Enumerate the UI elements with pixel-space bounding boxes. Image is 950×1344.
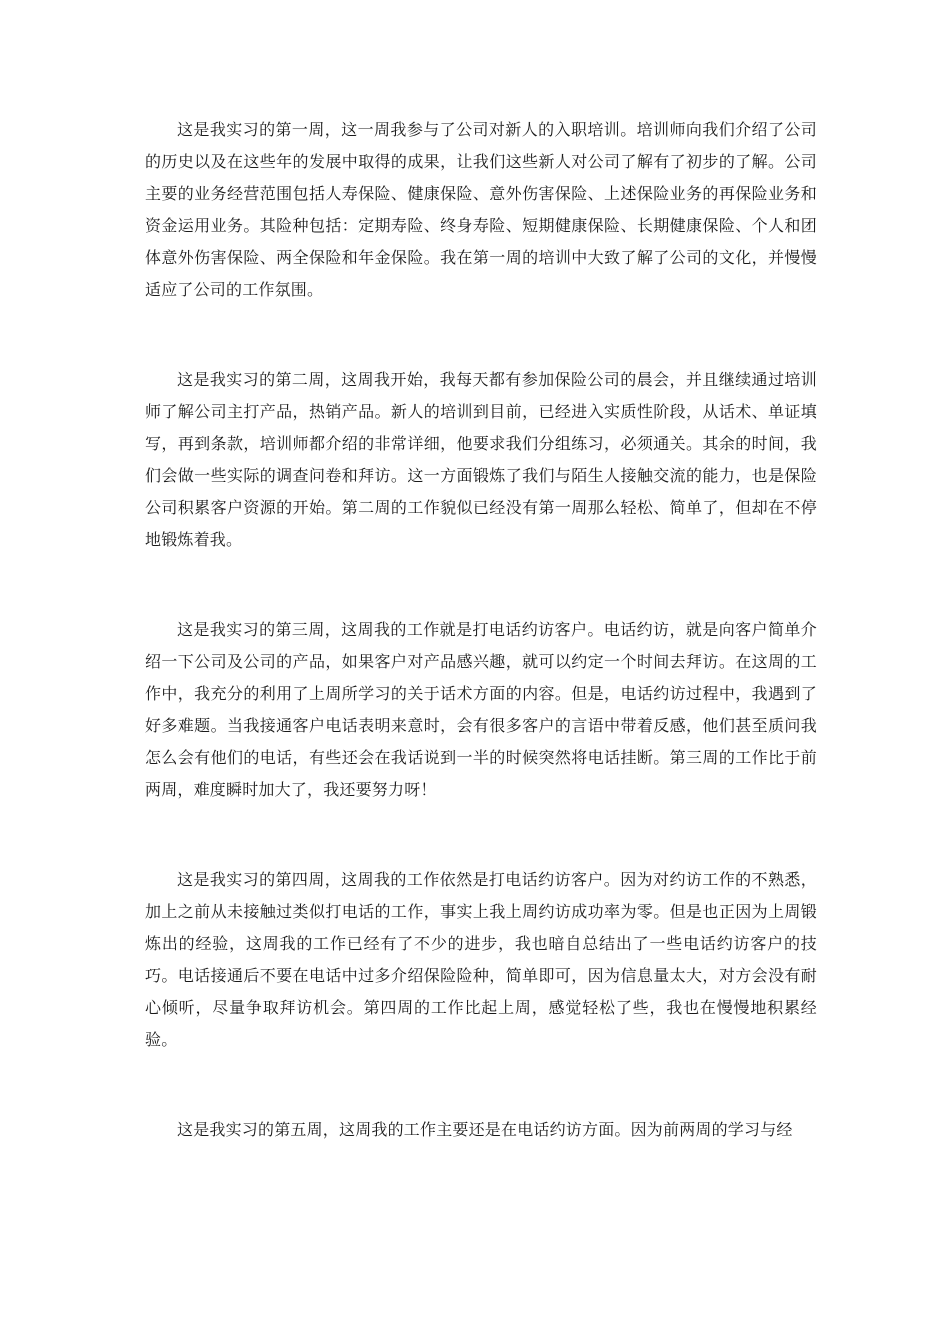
paragraph-week-1: 这是我实习的第一周，这一周我参与了公司对新人的入职培训。培训师向我们介绍了公司的历史以及在这些年的发展中取得的成果，让我们这些新人对公司了解有了初步的了解。公司主要的业务经营范围包括人寿保险、健康保险、意外伤害保险、上述保险业务的再保险业务和资金运用业务。其险种包括：定期寿险、终身寿险、短期健康保险、长期健康保险、个人和团体意外伤害保险、两全保险和年金保险。我在第一周的培训中大致了解了公司的文化，并慢慢适应了公司的工作氛围。 — [145, 120, 817, 299]
paragraph-week-3: 这是我实习的第三周，这周我的工作就是打电话约访客户。电话约访，就是向客户简单介绍一下公司及公司的产品，如果客户对产品感兴趣，就可以约定一个时间去拜访。在这周的工作中，我充分的利用了上周所学习的关于话术方面的内容。但是，电话约访过程中，我遇到了好多难题。当我接通客户电话表明来意时，会有很多客户的言语中带着反感，他们甚至质问我怎么会有他们的电话，有些还会在我话说到一半的时候突然将电话挂断。第三周的工作比于前两周，难度瞬时加大了，我还要努力呀！ — [145, 620, 817, 799]
paragraph-week-4: 这是我实习的第四周，这周我的工作依然是打电话约访客户。因为对约访工作的不熟悉，加上之前从未接触过类似打电话的工作，事实上我上周约访成功率为零。但是也正因为上周锻炼出的经验，这周我的工作已经有了不少的进步，我也暗自总结出了一些电话约访客户的技巧。电话接通后不要在电话中过多介绍保险险种，简单即可，因为信息量太大，对方会没有耐心倾听，尽量争取拜访机会。第四周的工作比起上周，感觉轻松了些，我也在慢慢地积累经验。 — [145, 870, 817, 1049]
paragraph-week-2: 这是我实习的第二周，这周我开始，我每天都有参加保险公司的晨会，并且继续通过培训师了解公司主打产品，热销产品。新人的培训到目前，已经进入实质性阶段，从话术、单证填写，再到条款，培训师都介绍的非常详细，他要求我们分组练习，必须通关。其余的时间，我们会做一些实际的调查问卷和拜访。这一方面锻炼了我们与陌生人接触交流的能力，也是保险公司积累客户资源的开始。第二周的工作貌似已经没有第一周那么轻松、简单了，但却在不停地锻炼着我。 — [145, 370, 817, 549]
document-body — [145, 114, 817, 1146]
paragraph-week-5: 这是我实习的第五周，这周我的工作主要还是在电话约访方面。因为前两周的学习与经 — [177, 1120, 793, 1139]
